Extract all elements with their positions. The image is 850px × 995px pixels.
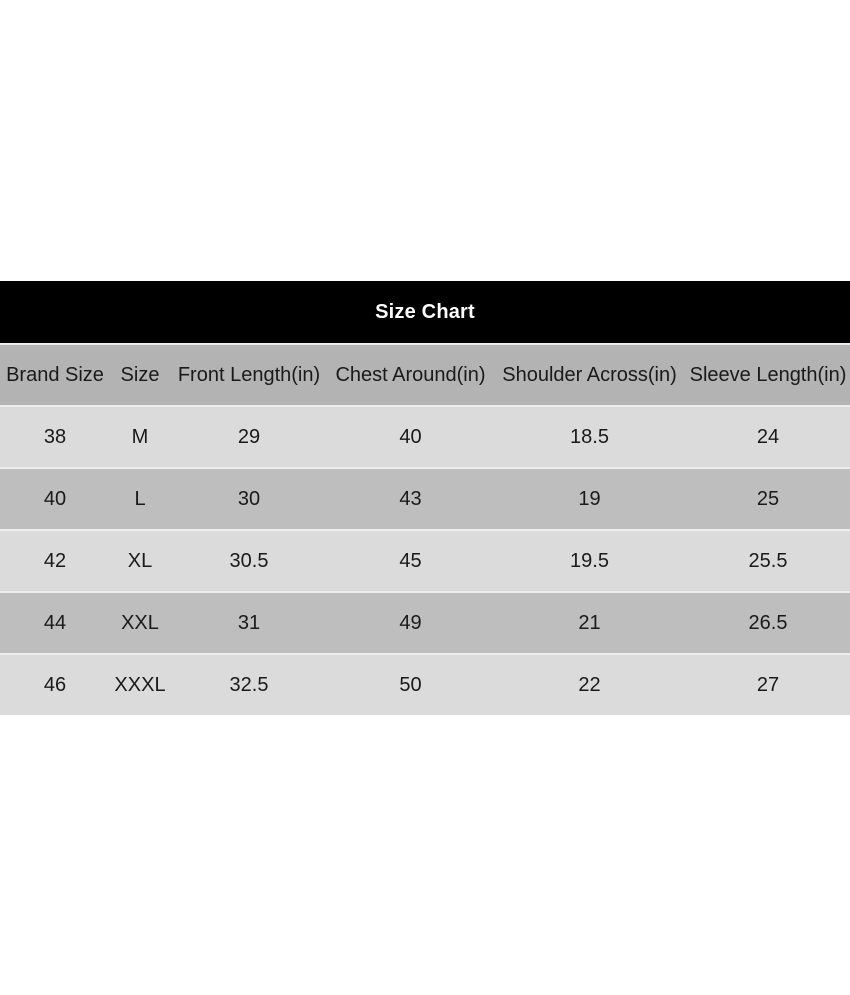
size-chart [0,281,850,715]
table-row [0,592,850,654]
size-chart-table [0,343,850,715]
table-header [0,344,850,406]
table-cell: 27 [756,673,780,696]
table-cell: 43 [399,487,422,510]
table-cell: 50 [399,673,422,696]
table-cell: 21 [578,611,601,634]
size-chart-title-bar [0,281,850,343]
table-cell: XXXL [114,673,166,696]
table-cell: XL [127,549,153,572]
table-cell: 31 [237,611,261,634]
column-header-front-length: Front Length(in) [177,363,321,386]
table-cell: 44 [43,611,67,634]
table-cell: 25 [756,487,780,510]
table-cell: 22 [578,673,601,696]
table-cell: 30.5 [229,549,269,572]
table-cell: 45 [399,549,422,572]
table-row [0,468,850,530]
table-cell: 18.5 [570,425,609,448]
table-row [0,654,850,715]
table-cell: 26.5 [748,611,788,634]
table-cell: 25.5 [748,549,788,572]
size-chart-title: Size Chart [375,300,475,323]
column-header-brand-size: Brand Size [6,363,104,386]
table-cell: 40 [43,487,67,510]
table-cell: 38 [43,425,67,448]
table-cell: 24 [756,425,780,448]
table-cell: 19 [578,487,601,510]
column-header-size: Size [120,363,160,386]
column-header-chest-around: Chest Around(in) [335,363,486,386]
table-body [0,406,850,715]
table-cell: 42 [43,549,67,572]
table-cell: 40 [399,425,422,448]
table-cell: 29 [237,425,261,448]
table-cell: XXL [121,611,159,634]
column-header-sleeve-length: Sleeve Length(in) [689,363,847,386]
column-header-shoulder-across: Shoulder Across(in) [502,363,677,386]
table-row [0,530,850,592]
table-row [0,406,850,468]
table-cell: 19.5 [570,549,609,572]
table-cell: L [134,487,146,510]
table-cell: 49 [399,611,422,634]
table-cell: 32.5 [229,673,269,696]
table-cell: 46 [43,673,67,696]
header-row [0,344,850,406]
table-cell: 30 [237,487,261,510]
table-cell: M [131,425,149,448]
